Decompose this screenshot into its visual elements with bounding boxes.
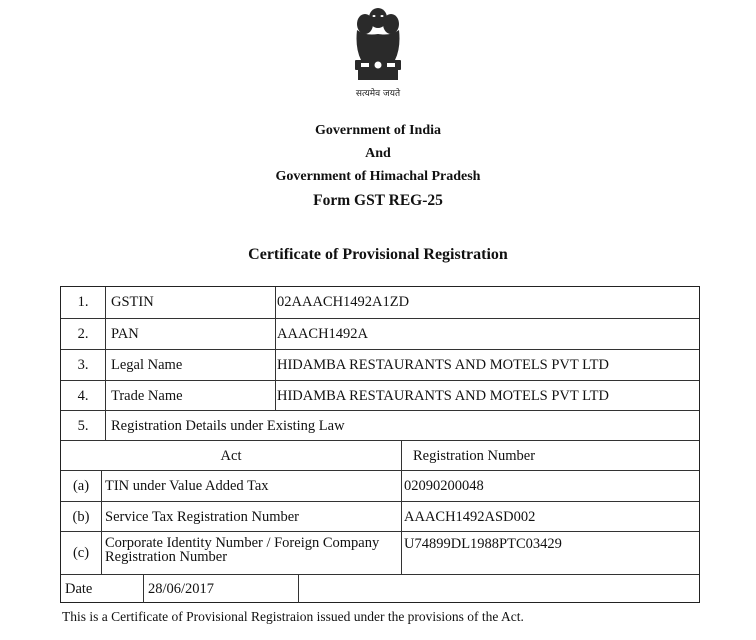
row-label: PAN [111,326,139,342]
item-registration: 02090200048 [404,478,484,494]
item-index: (b) [72,508,90,525]
row-label: GSTIN [111,294,154,310]
row-label: Trade Name [111,387,183,404]
heading-government-of-india: Government of India [315,123,441,138]
row-value: HIDAMBA RESTAURANTS AND MOTELS PVT LTD [277,387,609,404]
form-title: Form GST REG-25 [313,192,443,209]
item-act: Service Tax Registration Number [105,508,300,525]
item-registration: AAACH1492ASD002 [404,508,536,525]
table-row [61,287,699,318]
row-value: 02AAACH1492A1ZD [277,294,410,310]
row-label: Legal Name [111,357,183,373]
table-row [61,470,699,502]
heading-government-state: Government of Himachal Pradesh [275,169,481,184]
table-row [61,349,699,381]
table-row [61,410,699,441]
registration-table [60,286,700,603]
table-row [61,318,699,350]
date-value: 28/06/2017 [148,580,215,597]
row-number: 3. [77,357,89,373]
registration-number-header: Registration Number [413,447,536,464]
row-value: HIDAMBA RESTAURANTS AND MOTELS PVT LTD [277,357,609,373]
row-label: Registration Details under Existing Law [111,417,345,434]
item-registration: U74899DL1988PTC03429 [404,536,562,552]
item-index: (c) [72,545,90,561]
subtable-header [61,440,699,471]
row-number: 5. [77,417,89,434]
table-row [61,501,699,532]
table-row [61,531,699,575]
row-number: 1. [77,294,89,310]
certificate-title: Certificate of Provisional Registration [248,246,508,263]
item-act: Corporate Identity Number / Foreign Company Registration Number [105,535,380,565]
date-row [61,574,699,603]
date-label: Date [65,580,93,597]
item-act: TIN under Value Added Tax [105,478,269,494]
row-number: 2. [77,326,89,342]
act-header: Act [220,447,242,464]
row-number: 4. [77,387,89,404]
heading-and: And [365,146,391,161]
emblem-motto: सत्यमेव जयते [355,89,401,99]
certificate-footer-note: This is a Certificate of Provisional Registraion issued under the provisions of the Act. [62,609,524,624]
table-row [61,380,699,411]
row-value: AAACH1492A [277,326,369,342]
item-index: (a) [72,478,90,494]
